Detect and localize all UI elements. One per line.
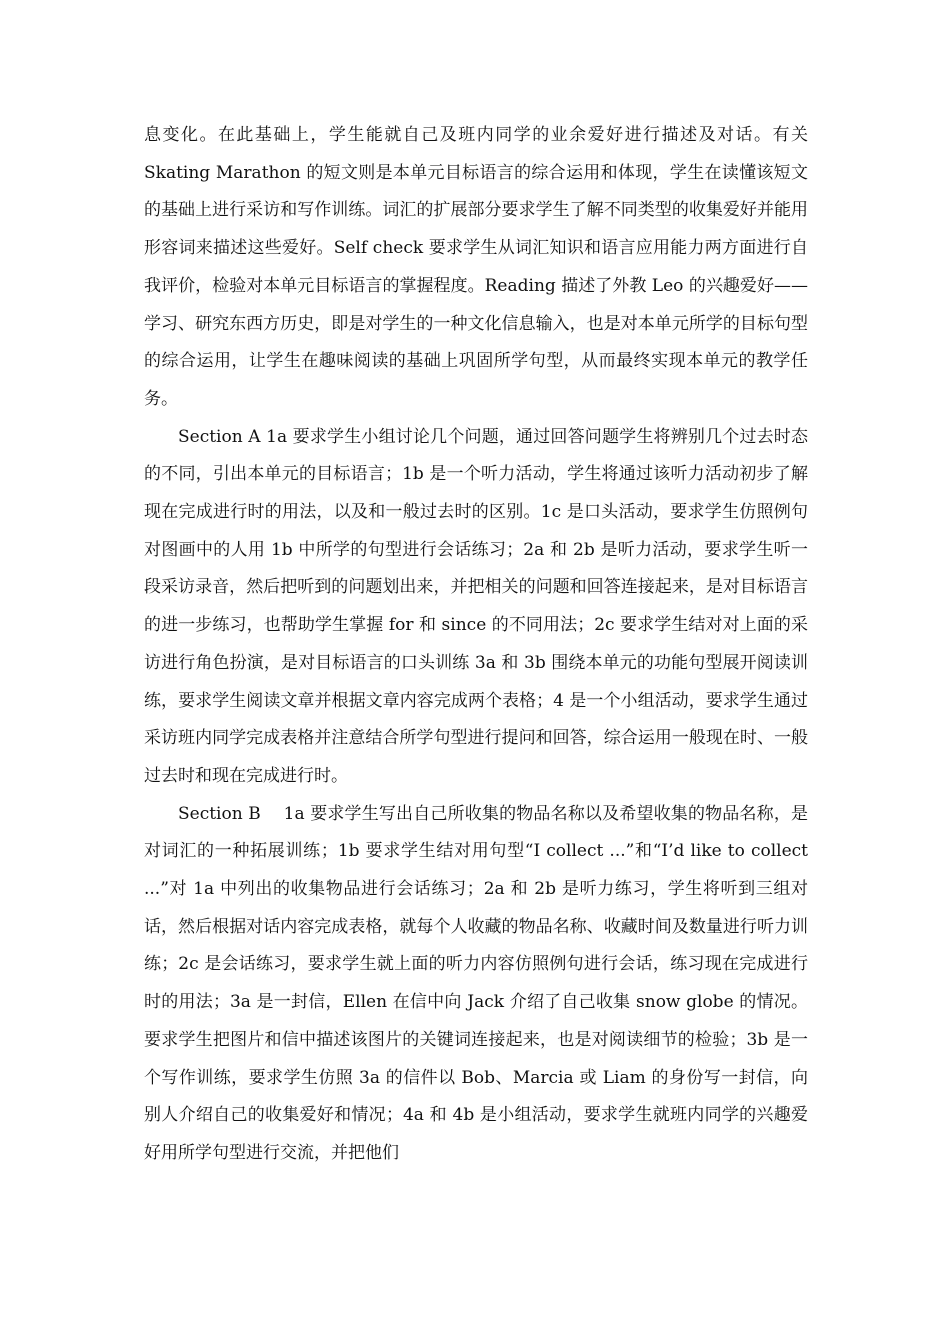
paragraph-unit-overview: 息变化。在此基础上，学生能就自己及班内同学的业余爱好进行描述及对话。有关 Skating Marathon 的短文则是本单元目标语言的综合运用和体现，学生在读懂该短文的基础上进行采访和写作训练。词汇的扩展部分要求学生了解不同类型的收集爱好并能用形容词来描述这些爱好。Self check 要求学生从词汇知识和语言应用能力两方面进行自我评价，检验对本单元目标语言的掌握程度。Reading 描述了外教 Leo 的兴趣爱好——学习、研究东西方历史，即是对学生的一种文化信息输入，也是对本单元所学的目标句型的综合运用，让学生在趣味阅读的基础上巩固所学句型，从而最终实现本单元的教学任务。 (144, 125, 808, 409)
document-body (144, 117, 808, 1173)
paragraph-section-a: Section A 1a 要求学生小组讨论几个问题，通过回答问题学生将辨别几个过去时态的不同，引出本单元的目标语言；1b 是一个听力活动，学生将通过该听力活动初步了解现在完成进行时的用法，以及和一般过去时的区别。1c 是口头活动，要求学生仿照例句对图画中的人用 1b 中所学的句型进行会话练习；2a 和 2b 是听力活动，要求学生听一段采访录音，然后把听到的问题划出来，并把相关的问题和回答连接起来，是对目标语言的进一步练习，也帮助学生掌握 for 和 since 的不同用法；2c 要求学生结对对上面的采访进行角色扮演，是对目标语言的口头训练 3a 和 3b 围绕本单元的功能句型展开阅读训练，要求学生阅读文章并根据文章内容完成两个表格；4 是一个小组活动，要求学生通过采访班内同学完成表格并注意结合所学句型进行提问和回答，综合运用一般现在时、一般过去时和现在完成进行时。 (144, 426, 808, 786)
paragraph-section-b: Section B 1a 要求学生写出自己所收集的物品名称以及希望收集的物品名称，是对词汇的一种拓展训练；1b 要求学生结对用句型“I collect ...”和“I’d like to collect ...”对 1a 中列出的收集物品进行会话练习；2a 和 2b 是听力练习，学生将听到三组对话，然后根据对话内容完成表格，就每个人收藏的物品名称、收藏时间及数量进行听力训练；2c 是会话练习，要求学生就上面的听力内容仿照例句进行会话，练习现在完成进行时的用法；3a 是一封信，Ellen 在信中向 Jack 介绍了自己收集 snow globe 的情况。要求学生把图片和信中描述该图片的关键词连接起来，也是对阅读细节的检验；3b 是一个写作训练，要求学生仿照 3a 的信件以 Bob、Marcia 或 Liam 的身份写一封信，向别人介绍自己的收集爱好和情况；4a 和 4b 是小组活动，要求学生就班内同学的兴趣爱好用所学句型进行交流，并把他们 (144, 803, 808, 1163)
